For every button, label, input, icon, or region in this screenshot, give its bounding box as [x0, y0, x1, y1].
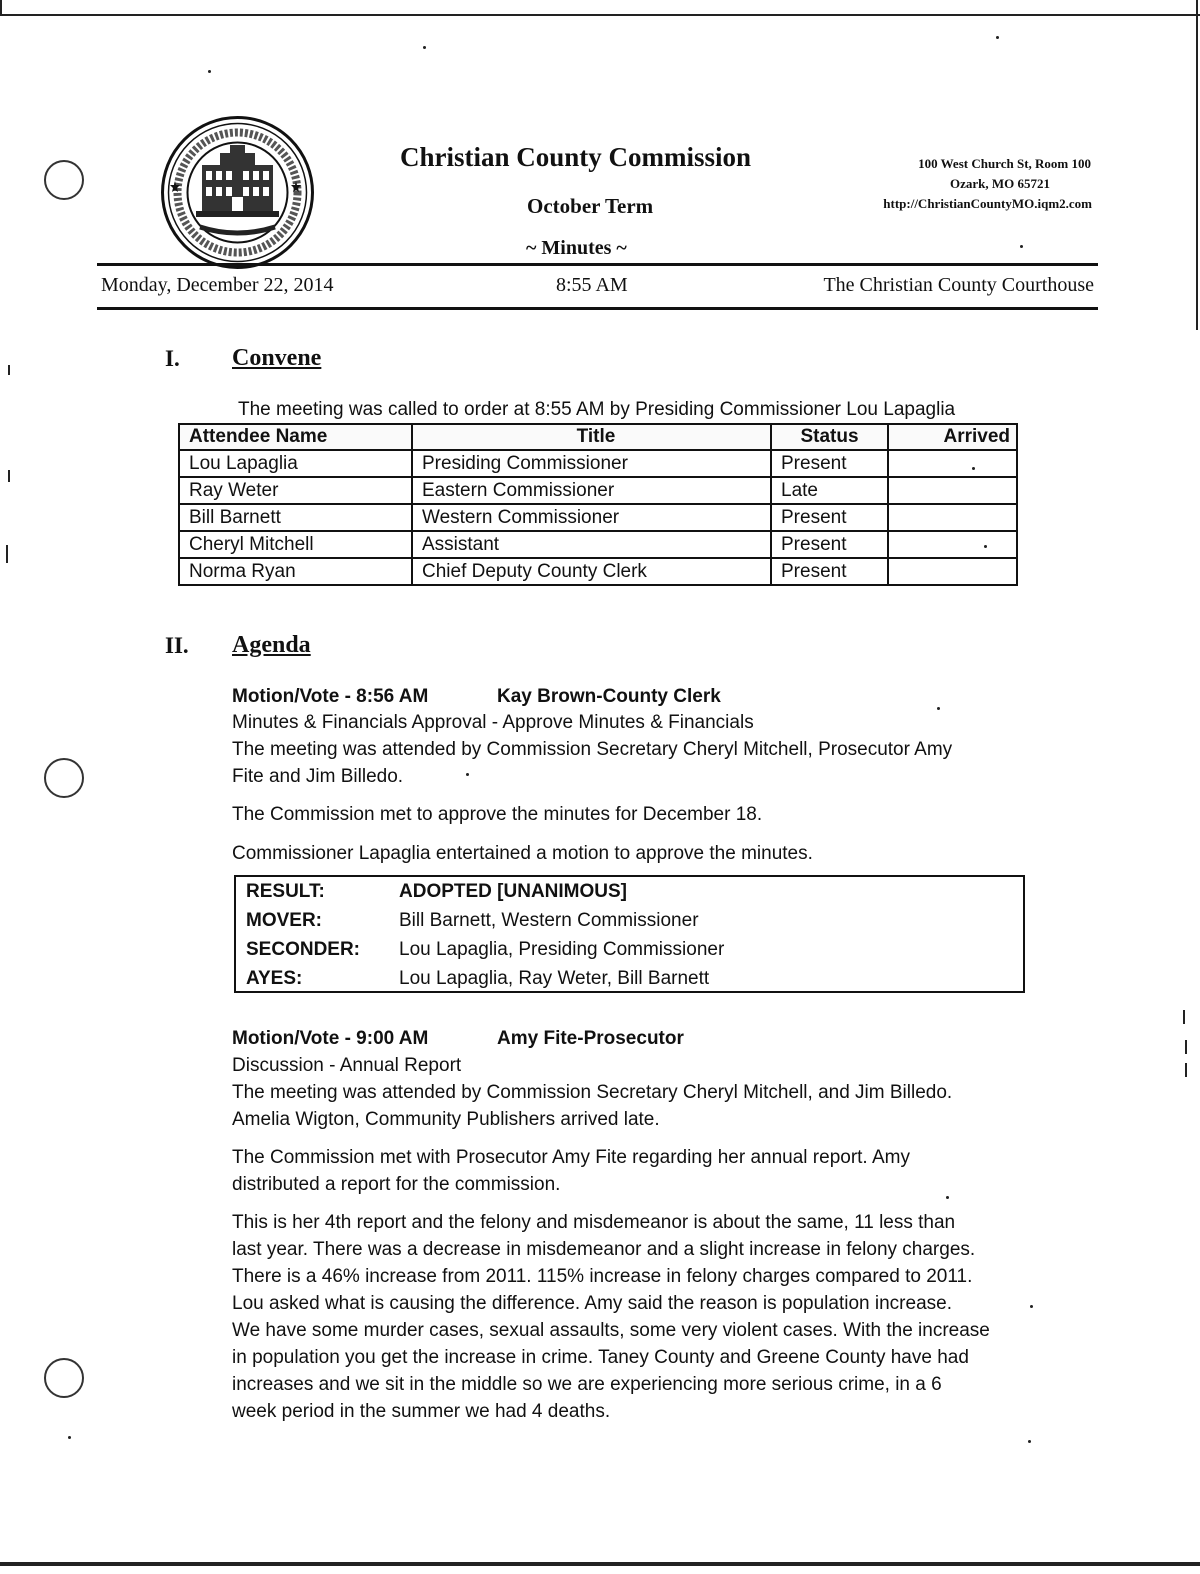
motion1-attended-line: Fite and Jim Billedo. — [232, 766, 404, 787]
header-rule-bottom — [97, 307, 1098, 310]
attendee-title: Western Commissioner — [412, 504, 771, 531]
result-label: RESULT: — [246, 881, 325, 902]
scan-edge-top — [0, 0, 1200, 16]
attendee-arrived — [888, 531, 1017, 558]
motion2-heading-presenter: Amy Fite-Prosecutor — [497, 1028, 684, 1049]
attendee-title: Chief Deputy County Clerk — [412, 558, 771, 585]
motion2-body-line: Lou asked what is causing the difference. Amy said the reason is population increase. — [232, 1293, 952, 1314]
table-row — [179, 477, 1017, 504]
motion1-subject: Minutes & Financials Approval - Approve Minutes & Financials — [232, 712, 754, 733]
motion1-heading-time: Motion/Vote - 8:56 AM — [232, 686, 429, 707]
attendance-table — [178, 423, 1018, 586]
motion1-attended-line: The meeting was attended by Commission Secretary Cheryl Mitchell, Prosecutor Amy — [232, 739, 953, 760]
scan-speck — [1020, 245, 1023, 248]
attendee-title: Presiding Commissioner — [412, 450, 771, 477]
motion2-body-line: This is her 4th report and the felony and misdemeanor is about the same, 11 less than — [232, 1212, 956, 1233]
scan-mark — [8, 365, 10, 375]
result-value: ADOPTED [UNANIMOUS] — [399, 881, 627, 902]
motion2-body-line: week period in the summer we had 4 deaths. — [232, 1401, 611, 1422]
scan-speck — [996, 36, 999, 39]
seconder-label: SECONDER: — [246, 939, 361, 960]
attendee-name: Norma Ryan — [179, 558, 412, 585]
scan-speck — [423, 46, 426, 49]
motion2-subject: Discussion - Annual Report — [232, 1055, 462, 1076]
scan-edge-left — [0, 0, 2, 16]
scan-speck — [208, 70, 211, 73]
section-title-agenda: Agenda — [232, 632, 311, 658]
meeting-info-bar — [101, 274, 1094, 302]
website-link[interactable]: http://ChristianCountyMO.iqm2.com — [883, 196, 1092, 211]
punch-hole-top — [44, 160, 84, 200]
attendee-status: Present — [771, 558, 888, 585]
scan-mark — [8, 470, 10, 482]
attendee-name: Cheryl Mitchell — [179, 531, 412, 558]
minutes-label: ~ Minutes ~ — [526, 237, 627, 259]
attendee-arrived — [888, 477, 1017, 504]
meeting-location: The Christian County Courthouse — [823, 274, 1094, 296]
attendee-status: Present — [771, 531, 888, 558]
motion2-heading-time: Motion/Vote - 9:00 AM — [232, 1028, 429, 1049]
scan-mark — [1183, 1010, 1185, 1024]
column-header-status: Status — [771, 424, 888, 450]
column-header-attendee: Attendee Name — [179, 424, 412, 450]
scan-speck — [937, 707, 940, 710]
motion1-paragraph: Commissioner Lapaglia entertained a motion to approve the minutes. — [232, 843, 813, 864]
scan-mark — [6, 545, 8, 563]
column-header-title: Title — [412, 424, 771, 450]
header-rule-top — [97, 263, 1098, 266]
motion1-heading-presenter: Kay Brown-County Clerk — [497, 686, 721, 707]
address-street: 100 West Church St, Room 100 — [918, 156, 1091, 171]
scan-speck — [466, 773, 469, 776]
attendee-status: Late — [771, 477, 888, 504]
motion2-paragraph-line: The Commission met with Prosecutor Amy Fite regarding her annual report. Amy — [232, 1147, 910, 1168]
motion2-attended-line: Amelia Wigton, Community Publishers arrived late. — [232, 1109, 660, 1130]
motion2-body-line: increases and we sit in the middle so we are experiencing more serious crime, in a 6 — [232, 1374, 942, 1395]
motion2-body-line: There is a 46% increase from 2011. 115% increase in felony charges compared to 2011. — [232, 1266, 973, 1287]
section-number-agenda: II. — [165, 633, 189, 658]
attendee-arrived — [888, 450, 1017, 477]
attendee-title: Assistant — [412, 531, 771, 558]
motion2-body-line: in population you get the increase in crime. Taney County and Greene County have had — [232, 1347, 969, 1368]
attendee-arrived — [888, 504, 1017, 531]
address-block — [832, 154, 1092, 214]
section-number-convene: I. — [165, 346, 180, 371]
punch-hole-middle — [44, 758, 84, 798]
meeting-date: Monday, December 22, 2014 — [101, 274, 334, 296]
attendee-name: Ray Weter — [179, 477, 412, 504]
scan-edge-bottom — [0, 1562, 1200, 1566]
scan-speck — [1030, 1305, 1033, 1308]
organization-title: Christian County Commission — [400, 142, 752, 172]
scan-edge-right — [1196, 0, 1198, 330]
table-row — [179, 450, 1017, 477]
meeting-time: 8:55 AM — [556, 274, 628, 296]
mover-label: MOVER: — [246, 910, 322, 931]
motion2-body-line: We have some murder cases, sexual assaults, some very violent cases. With the increase — [232, 1320, 990, 1341]
column-header-arrived: Arrived — [888, 424, 1017, 450]
scan-speck — [946, 1196, 949, 1199]
ayes-value: Lou Lapaglia, Ray Weter, Bill Barnett — [399, 968, 710, 989]
motion2-body-line: last year. There was a decrease in misdemeanor and a slight increase in felony charges. — [232, 1239, 976, 1260]
attendee-name: Bill Barnett — [179, 504, 412, 531]
scan-mark — [1185, 1063, 1187, 1077]
ayes-label: AYES: — [246, 968, 303, 989]
attendance-header-row — [179, 424, 1017, 450]
motion1-paragraph: The Commission met to approve the minutes for December 18. — [232, 804, 763, 825]
motion2-paragraph-line: distributed a report for the commission. — [232, 1174, 561, 1195]
attendee-status: Present — [771, 504, 888, 531]
punch-hole-bottom — [44, 1358, 84, 1398]
seconder-value: Lou Lapaglia, Presiding Commissioner — [399, 939, 725, 960]
attendee-title: Eastern Commissioner — [412, 477, 771, 504]
attendee-arrived — [888, 558, 1017, 585]
motion1-result-box — [234, 875, 1025, 993]
county-seal-logo — [160, 115, 315, 270]
scan-speck — [68, 1436, 71, 1439]
attendee-status: Present — [771, 450, 888, 477]
motion2-attended-line: The meeting was attended by Commission Secretary Cheryl Mitchell, and Jim Billedo. — [232, 1082, 953, 1103]
address-city: Ozark, MO 65721 — [949, 176, 1050, 191]
term-label: October Term — [527, 194, 654, 218]
mover-value: Bill Barnett, Western Commissioner — [399, 910, 699, 931]
attendee-name: Lou Lapaglia — [179, 450, 412, 477]
convene-intro: The meeting was called to order at 8:55 AM by Presiding Commissioner Lou Lapaglia — [238, 399, 956, 420]
scan-speck — [1028, 1440, 1031, 1443]
table-row — [179, 558, 1017, 585]
table-row — [179, 531, 1017, 558]
table-row — [179, 504, 1017, 531]
section-title-convene: Convene — [232, 345, 322, 371]
scan-mark — [1185, 1040, 1187, 1054]
